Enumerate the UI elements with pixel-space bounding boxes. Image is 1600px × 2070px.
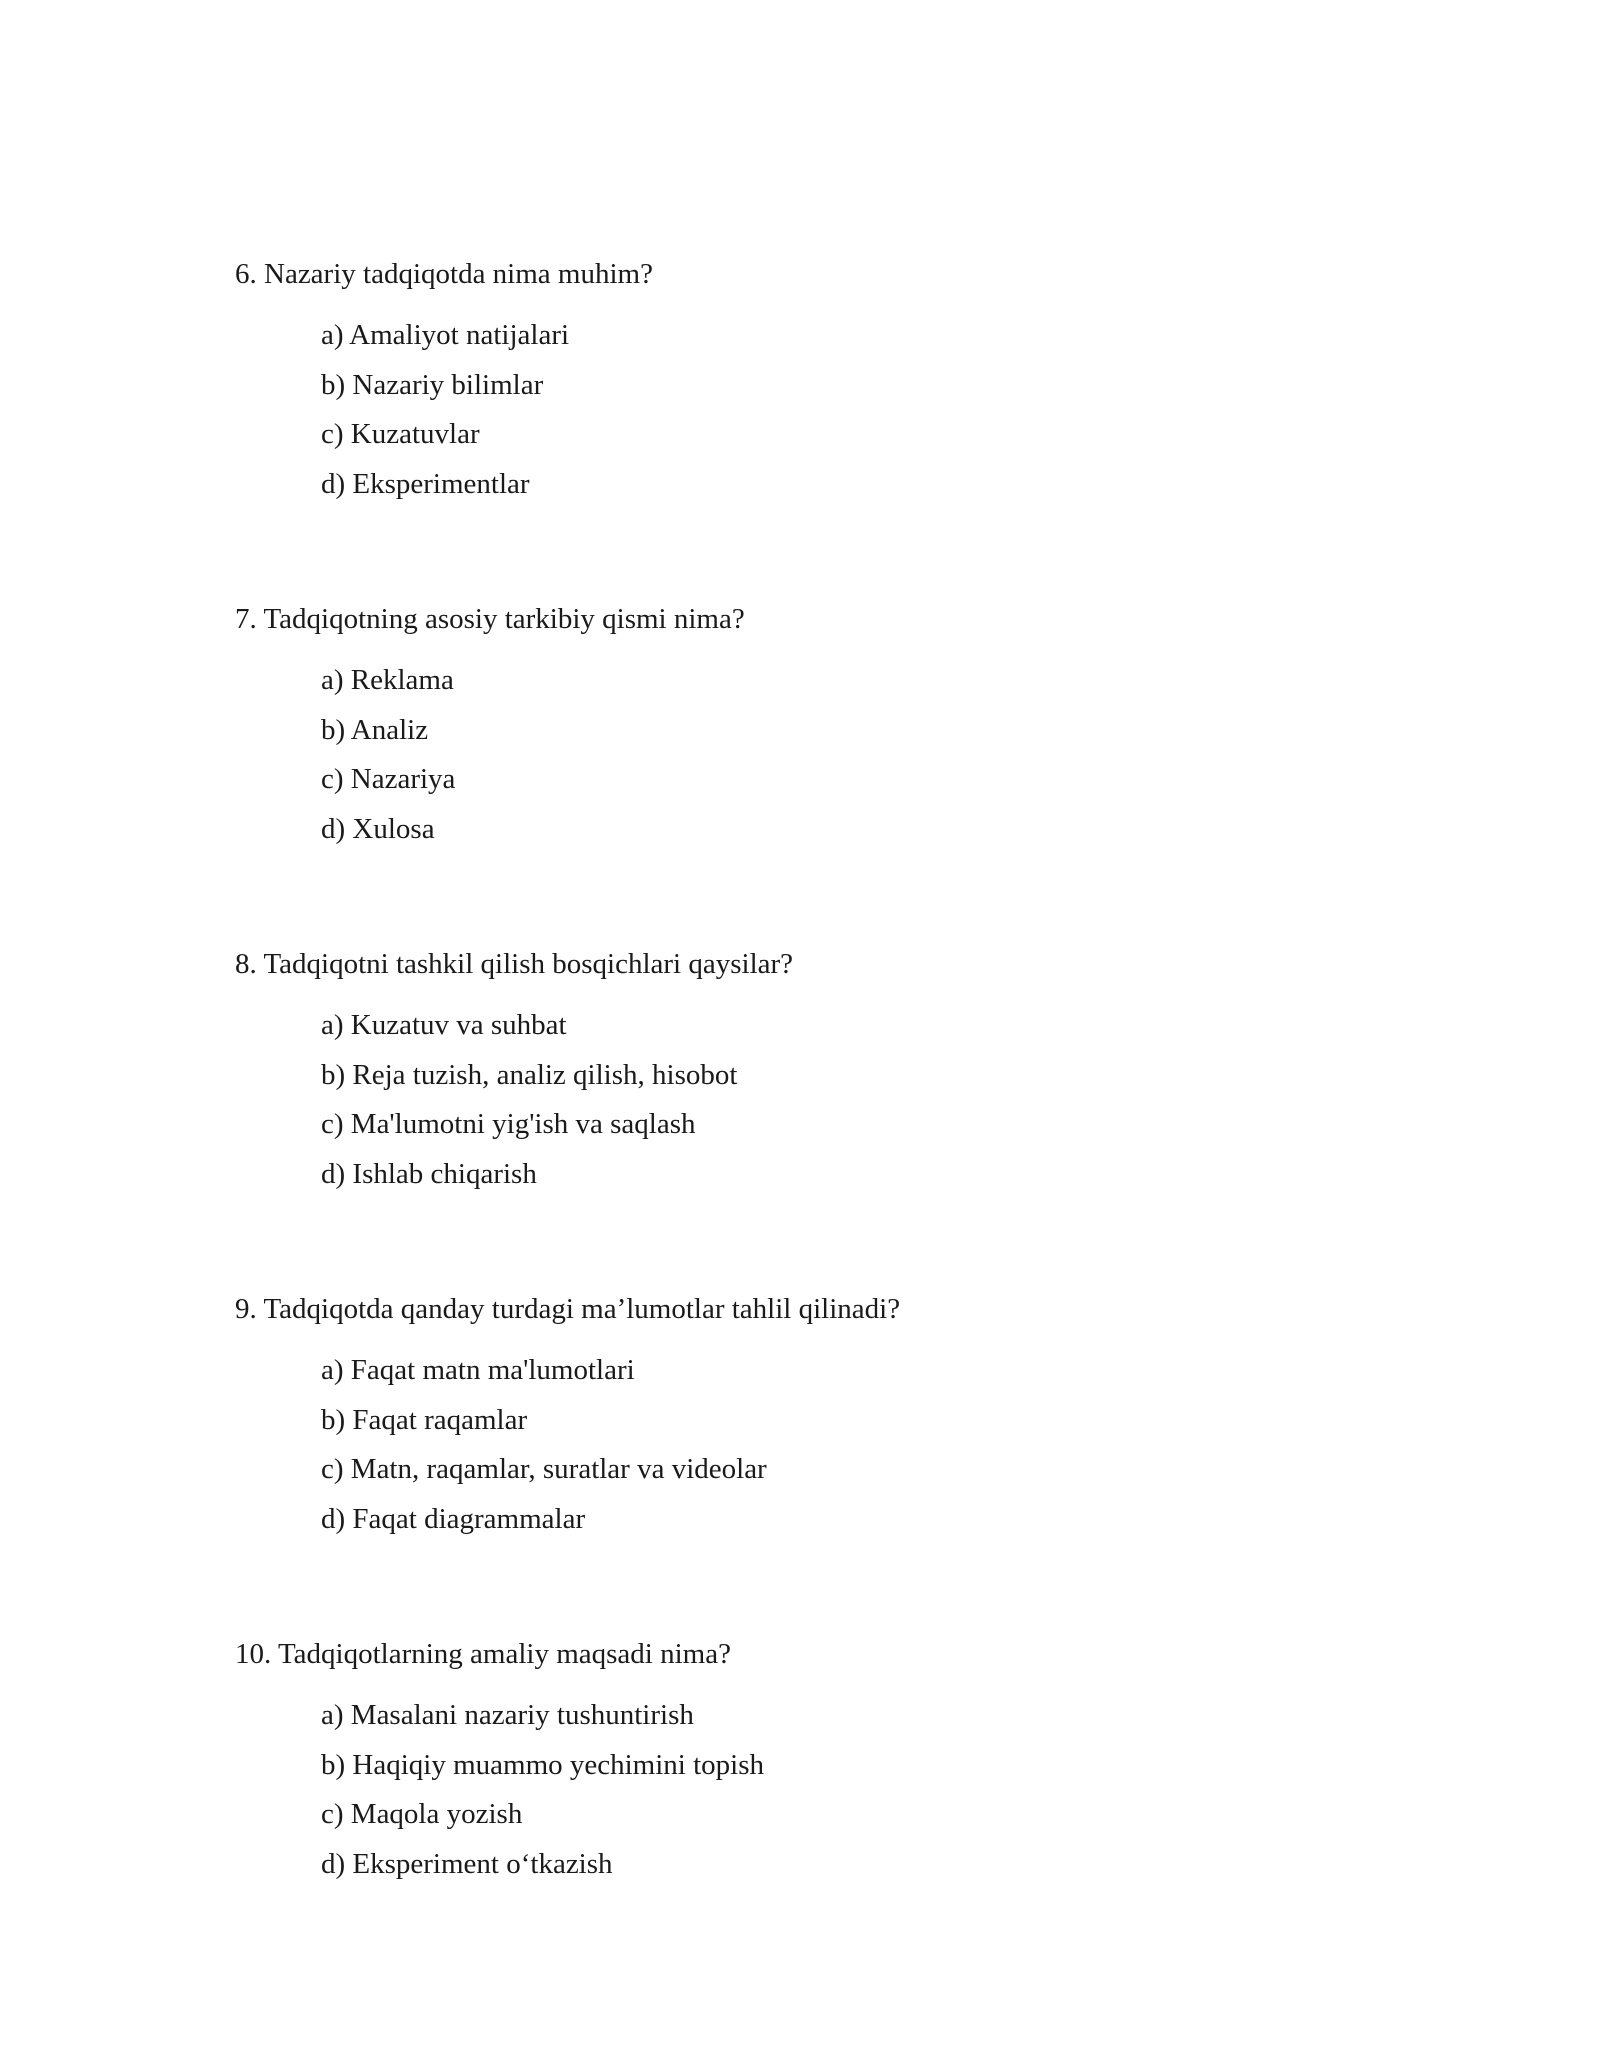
- quiz-content: [235, 255, 1435, 1980]
- option-d: d) Xulosa: [321, 812, 435, 845]
- option-b: b) Analiz: [321, 713, 429, 746]
- option-a: a) Kuzatuv va suhbat: [321, 1009, 567, 1041]
- answer-options: [235, 656, 1435, 854]
- question-10: [235, 1635, 1435, 1889]
- option-c: c) Nazariya: [321, 763, 456, 795]
- question-6: [235, 255, 1435, 509]
- answer-options: [235, 311, 1435, 509]
- option-b: b) Faqat raqamlar: [321, 1403, 528, 1436]
- option-b: b) Reja tuzish, analiz qilish, hisobot: [321, 1058, 738, 1091]
- answer-options: [235, 1001, 1435, 1199]
- answer-options: [235, 1691, 1435, 1889]
- question-text: 6. Nazariy tadqiqotda nima muhim?: [235, 258, 653, 290]
- option-a: a) Faqat matn ma'lumotlari: [321, 1354, 635, 1386]
- option-b: b) Nazariy bilimlar: [321, 368, 544, 401]
- option-d: d) Ishlab chiqarish: [321, 1157, 537, 1190]
- question-9: [235, 1290, 1435, 1544]
- question-text: 8. Tadqiqotni tashkil qilish bosqichlari qaysilar?: [235, 948, 794, 980]
- option-c: c) Matn, raqamlar, suratlar va videolar: [321, 1453, 767, 1485]
- question-text: 9. Tadqiqotda qanday turdagi ma’lumotlar tahlil qilinadi?: [235, 1293, 901, 1325]
- option-a: a) Reklama: [321, 664, 454, 696]
- question-text: 7. Tadqiqotning asosiy tarkibiy qismi nima?: [235, 603, 745, 635]
- question-8: [235, 945, 1435, 1199]
- option-d: d) Eksperimentlar: [321, 467, 530, 500]
- option-d: d) Eksperiment o‘tkazish: [321, 1847, 613, 1880]
- option-c: c) Ma'lumotni yig'ish va saqlash: [321, 1108, 696, 1140]
- answer-options: [235, 1346, 1435, 1544]
- option-c: c) Kuzatuvlar: [321, 418, 480, 450]
- option-b: b) Haqiqiy muammo yechimini topish: [321, 1748, 765, 1781]
- option-a: a) Amaliyot natijalari: [321, 319, 570, 351]
- option-c: c) Maqola yozish: [321, 1798, 523, 1830]
- option-d: d) Faqat diagrammalar: [321, 1502, 586, 1535]
- question-7: [235, 600, 1435, 854]
- question-text: 10. Tadqiqotlarning amaliy maqsadi nima?: [235, 1638, 731, 1670]
- option-a: a) Masalani nazariy tushuntirish: [321, 1699, 694, 1731]
